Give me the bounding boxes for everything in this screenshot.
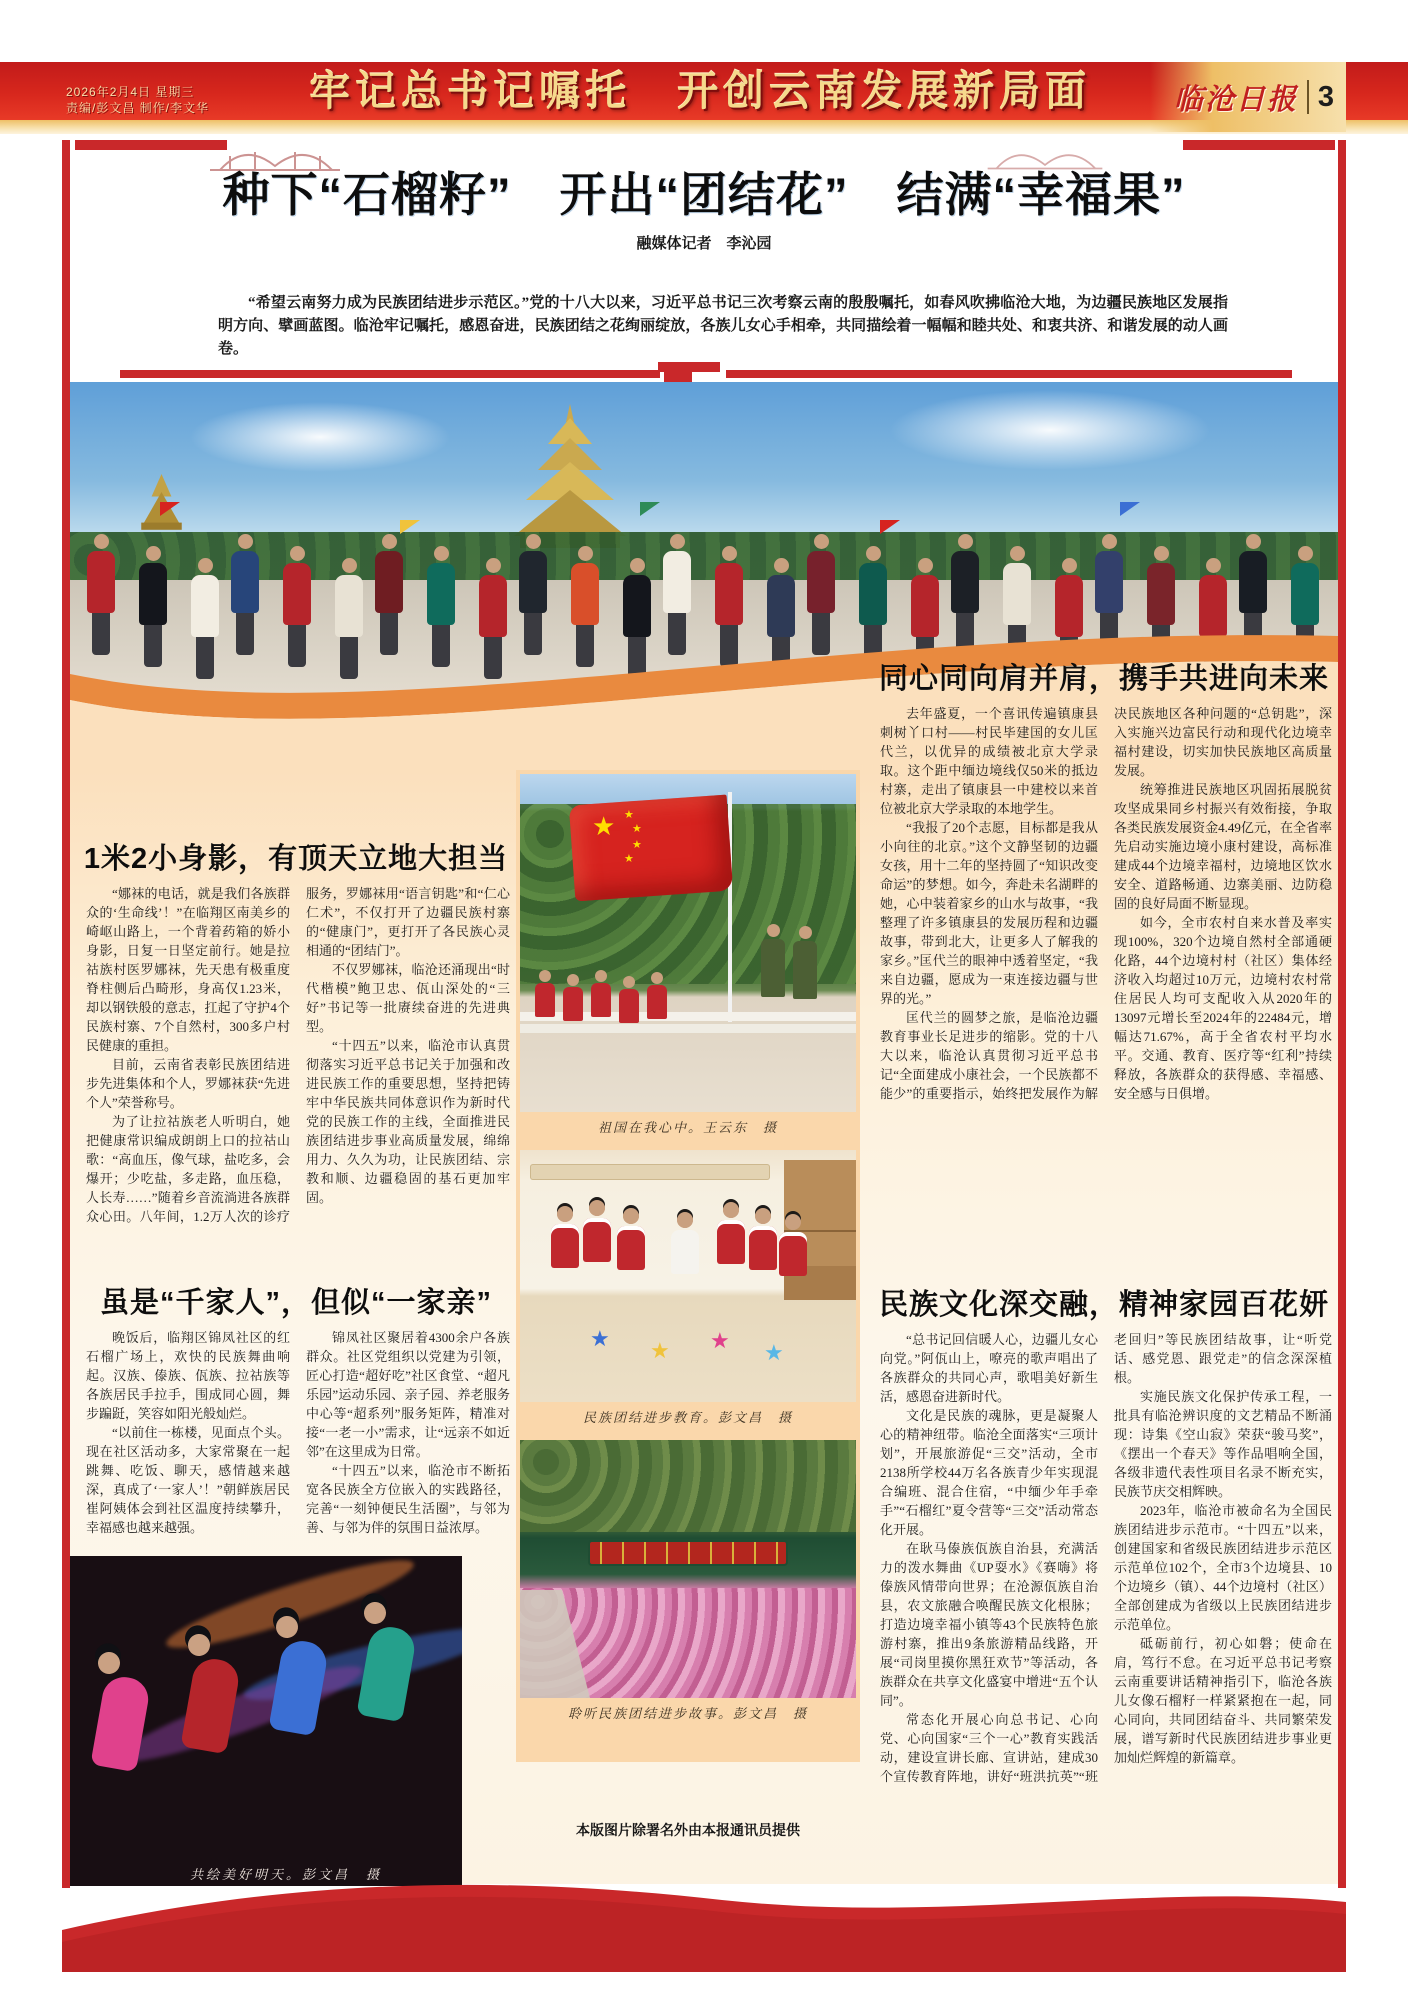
flag-star: ★ xyxy=(592,812,616,841)
footer-band xyxy=(62,1872,1346,1972)
main-headline: 种下“石榴籽” 开出“团结花” 结满“幸福果” xyxy=(222,168,1186,221)
page-border-left xyxy=(62,140,70,1888)
page-number: 3 xyxy=(1307,80,1334,114)
classroom-banner xyxy=(530,1164,770,1180)
photo-garden-gate xyxy=(520,1440,856,1698)
student-figure xyxy=(778,1214,808,1276)
edition-staff: 责编/彭文昌 制作/李文华 xyxy=(66,101,210,115)
flag-star: ★ xyxy=(624,809,634,821)
hand-flag xyxy=(640,502,660,516)
photo-credit-note: 本版图片除署名外由本报通讯员提供 xyxy=(576,1822,800,1838)
dancer-figure xyxy=(364,1602,410,1719)
photo-flag-raising xyxy=(520,774,856,1112)
photo1-caption: 祖国在我心中。王云东 摄 xyxy=(597,1120,778,1135)
paper-logo-panel xyxy=(1150,62,1346,132)
photo-classroom-education xyxy=(520,1150,856,1402)
dancer-figure xyxy=(276,1616,322,1733)
spectator xyxy=(562,974,584,1021)
headline-rule-right xyxy=(726,370,1292,378)
paper-star: ★ xyxy=(710,1328,730,1353)
article4-body: “总书记回信暖人心，边疆儿女心向党。”阿佤山上，嘹亮的歌声唱出了各族群众的共同心声，歌唱美好新生活，感恩奋进新时代。 文化是民族的魂脉，更是凝聚人心的精神纽带。临沧全面落实“三项计划”，开展旅游促“三交”活动，全市2138所学校44万名各族青少年实现混合编班、混合住宿，“中缅少年手牵手”“石榴红”夏令营等“三交”活动常态化开展。 在耿马傣族佤族自治县，充满活力的泼水舞曲《UP耍水》《赛嗨》将傣族风情带向世界；在沧源佤族自治县，农文旅融合唤醒民族文化根脉；打造边境幸福小镇等43个民族特色旅游村寨，推出9条旅游精品线路，开展“司岗里摸你黑狂欢节”等活动，各族群众在共享文化盛宴中增进“五个认同”。 常态化开展心向总书记、心向党、心向国家“三个一心”教育实践活动，建设宣讲长廊、宣讲站，建成30个宣传教育阵地，讲好“班洪抗英”“班老回归”等民族团结故事，让“听党话、感党恩、跟党走”的信念深深植根。 实施民族文化保护传承工程，一批具有临沧辨识度的文艺精品不断涌现：诗集《空山寂》荣获“骏马奖”，《摆出一个春天》等作品唱响全国，各级非遗代表性项目名录不断充实，民族节庆交相辉映。 2023年，临沧市被命名为全国民族团结进步示范市。“十四五”以来，创建国家和省级民族团结进步示范区示范单位102个，全市3个边境县、10个边境乡（镇）、44个边境村（社区）全部创建成为省级以上民族团结进步示范单位。 砥砺前行，初心如磐；使命在肩，笃行不怠。在习近平总书记考察云南重要讲话精神指引下，临沧各族儿女像石榴籽一样紧紧抱在一起，同心同向，共同团结奋斗、共同繁荣发展，谱写新时代民族团结进步事业更加灿烂辉煌的新篇章。 xyxy=(880,1332,1332,1784)
red-banner xyxy=(590,1542,786,1564)
edition-info xyxy=(66,84,209,116)
spectator xyxy=(590,970,612,1017)
honor-guard xyxy=(792,926,818,999)
corner-rule-right xyxy=(1183,140,1335,150)
cloud xyxy=(190,402,450,472)
student-figure xyxy=(550,1206,580,1268)
dancer-figure xyxy=(98,1652,144,1769)
page-border-right xyxy=(1338,140,1346,1888)
student-figure xyxy=(582,1200,612,1262)
hand-flag xyxy=(1120,502,1140,516)
lead-summary: “希望云南努力成为民族团结进步示范区。”党的十八大以来，习近平总书记三次考察云南的殷殷嘱托，如春风吹拂临沧大地，为边疆民族地区发展指明方向、擘画蓝图。临沧牢记嘱托，感恩奋进，民族团结之花绚丽绽放，各族儿女心手相牵，共同描绘着一幅幅和睦共处、和衷共济、和谐发展的动人画卷。 xyxy=(218,295,1228,357)
article3-title: 同心同向肩并肩，携手共进向未来 xyxy=(878,663,1329,695)
masthead-slogan: 牢记总书记嘱托 开创云南发展新局面 xyxy=(309,68,1091,114)
teacher-figure xyxy=(670,1212,700,1274)
spectator xyxy=(646,972,668,1019)
flag-star: ★ xyxy=(632,839,642,851)
article1-title: 1米2小身影，有顶天立地大担当 xyxy=(83,843,509,875)
photo4-caption: 共绘美好明天。彭文昌 摄 xyxy=(190,1867,383,1882)
paper-star: ★ xyxy=(764,1340,784,1365)
dancer-figure xyxy=(188,1634,234,1751)
photo2-caption: 民族团结进步教育。彭文昌 摄 xyxy=(582,1410,793,1425)
national-flag xyxy=(569,795,733,902)
article4-title: 民族文化深交融，精神家园百花妍 xyxy=(878,1289,1329,1321)
flag-star: ★ xyxy=(632,823,642,835)
article1-body: “娜袜的电话，就是我们各族群众的‘生命线’！”在临翔区南美乡的崎岖山路上，一个背着药箱的娇小身影，日复一日坚定前行。她是拉祜族村医罗娜袜，先天患有极重度脊柱侧后凸畸形，身高仅1.23米，却以钢铁般的意志，扛起了守护4个民族村寨、7个自然村，300多户村民健康的重担。 目前，云南省表彰民族团结进步先进集体和个人，罗娜袜获“先进个人”荣誉称号。 为了让拉祜族老人听明白，她把健康常识编成朗朗上口的拉祜山歌：“高血压，像气球，盐吃多，会爆开；少吃盐，多走路，血压稳，人长寿……”随着乡音流淌进各族群众心田。八年间，1.2万人次的诊疗服务，罗娜袜用“语言钥匙”和“仁心仁术”，不仅打开了边疆民族村寨的“健康门”，更打开了各民族心灵相通的“团结门”。 不仅罗娜袜，临沧还涌现出“时代楷模”鲍卫忠、佤山深处的“三好”书记等一批赓续奋进的先进典型。 “十四五”以来，临沧市认真贯彻落实习近平总书记关于加强和改进民族工作的重要思想，坚持把铸牢中华民族共同体意识作为新时代党的民族工作的主线，全面推进民族团结进步事业高质量发展，绵绵用力、久久为功，让民族团结、宗教和顺、边疆稳固的基石更加牢固。 xyxy=(86,886,510,1224)
paper-star: ★ xyxy=(590,1326,610,1351)
student-figure xyxy=(716,1202,746,1264)
paper-logo: 临沧日报 xyxy=(1173,83,1298,116)
article3-body: 去年盛夏，一个喜讯传遍镇康县刺树丫口村——村民毕建国的女儿匡代兰，以优异的成绩被北京大学录取。这个距中缅边境线仅50米的抵边村寨，走出了镇康县一中建校以来首位被北京大学录取的本地学生。 “我报了20个志愿，目标都是我从小向往的北京。”这个文静坚韧的边疆女孩，用十二年的坚持圆了“知识改变命运”的梦想。如今，奔赴未名湖畔的她，心中装着家乡的山水与故事，“我整理了许多镇康县的发展历程和边疆故事，带到北大，让更多人了解我的家乡。”匡代兰的眼神中透着坚定，“我来自边疆，愿成为一束连接边疆与世界的光。” 匡代兰的圆梦之旅，是临沧边疆教育事业长足进步的缩影。党的十八大以来，临沧认真贯彻习近平总书记“全面建成小康社会，一个民族都不能少”的重要指示，始终把发展作为解决民族地区各种问题的“总钥匙”，深入实施兴边富民行动和现代化边境幸福村建设，切实加快民族地区高质量发展。 统筹推进民族地区巩固拓展脱贫攻坚成果同乡村振兴有效衔接，争取各类民族发展资金4.49亿元，在全省率先启动实施边境小康村建设，高标准建成44个边境幸福村，边境地区饮水安全、道路畅通、边寨美丽、边防稳固的良好局面不断显现。 如今，全市农村自来水普及率实现100%，320个边境自然村全部通硬化路，44个边境村村（社区）集体经济收入均超过10万元，边境村农村常住居民人均可支配收入从2020年的13097元增长至2024年的22484元，增幅达71.67%，高于全省农村平均水平。交通、教育、医疗等“红利”持续释放，各族群众的获得感、幸福感、安全感与日俱增。 xyxy=(880,706,1332,1101)
hand-flag xyxy=(400,520,420,534)
photo3-caption: 聆听民族团结进步故事。彭文昌 摄 xyxy=(567,1706,808,1721)
spectator xyxy=(534,970,556,1017)
spectator xyxy=(618,976,640,1023)
byline: 融媒体记者 李沁园 xyxy=(636,235,772,252)
photo-dancers xyxy=(70,1556,462,1886)
article2-title: 虽是“千家人”，但似“一家亲” xyxy=(99,1287,492,1319)
article2-body: 晚饭后，临翔区锦凤社区的红石榴广场上，欢快的民族舞曲响起。汉族、傣族、佤族、拉祜族等各族居民手拉手，围成同心圆，舞步蹁跹，笑容如阳光般灿烂。 “以前住一栋楼，见面点个头。现在社区活动多，大家常聚在一起跳舞、吃饭、聊天，感情越来越深，真成了‘一家人’！”朝鲜族居民崔阿姨体会到社区温度持续攀升，幸福感也越来越强。 锦凤社区聚居着4300余户各族群众。社区党组织以党建为引领，匠心打造“超好吃”社区食堂、“超凡乐园”运动乐园、亲子园、养老服务中心等“超系列”服务矩阵，精准对接“一老一小”需求，让“远亲不如近邻”在这里成为日常。 “十四五”以来，临沧市不断拓宽各民族全方位嵌入的实践路径，完善“一刻钟便民生活圈”，与邻为善、与邻为伴的氛围日益浓厚。 xyxy=(86,1330,510,1535)
honor-guard xyxy=(760,924,786,997)
paper-star: ★ xyxy=(650,1338,670,1363)
cloud xyxy=(890,390,1210,470)
corner-rule-left xyxy=(75,140,227,150)
hand-flag xyxy=(880,520,900,534)
student-figure xyxy=(616,1208,646,1270)
flag-star: ★ xyxy=(624,853,634,865)
stage-light xyxy=(112,1653,369,1776)
headline-rule-left xyxy=(120,370,660,378)
tree-canopy xyxy=(520,1440,856,1532)
hand-flag xyxy=(160,502,180,516)
edition-date: 2026年2月4日 星期三 xyxy=(66,85,195,99)
student-figure xyxy=(748,1208,778,1270)
